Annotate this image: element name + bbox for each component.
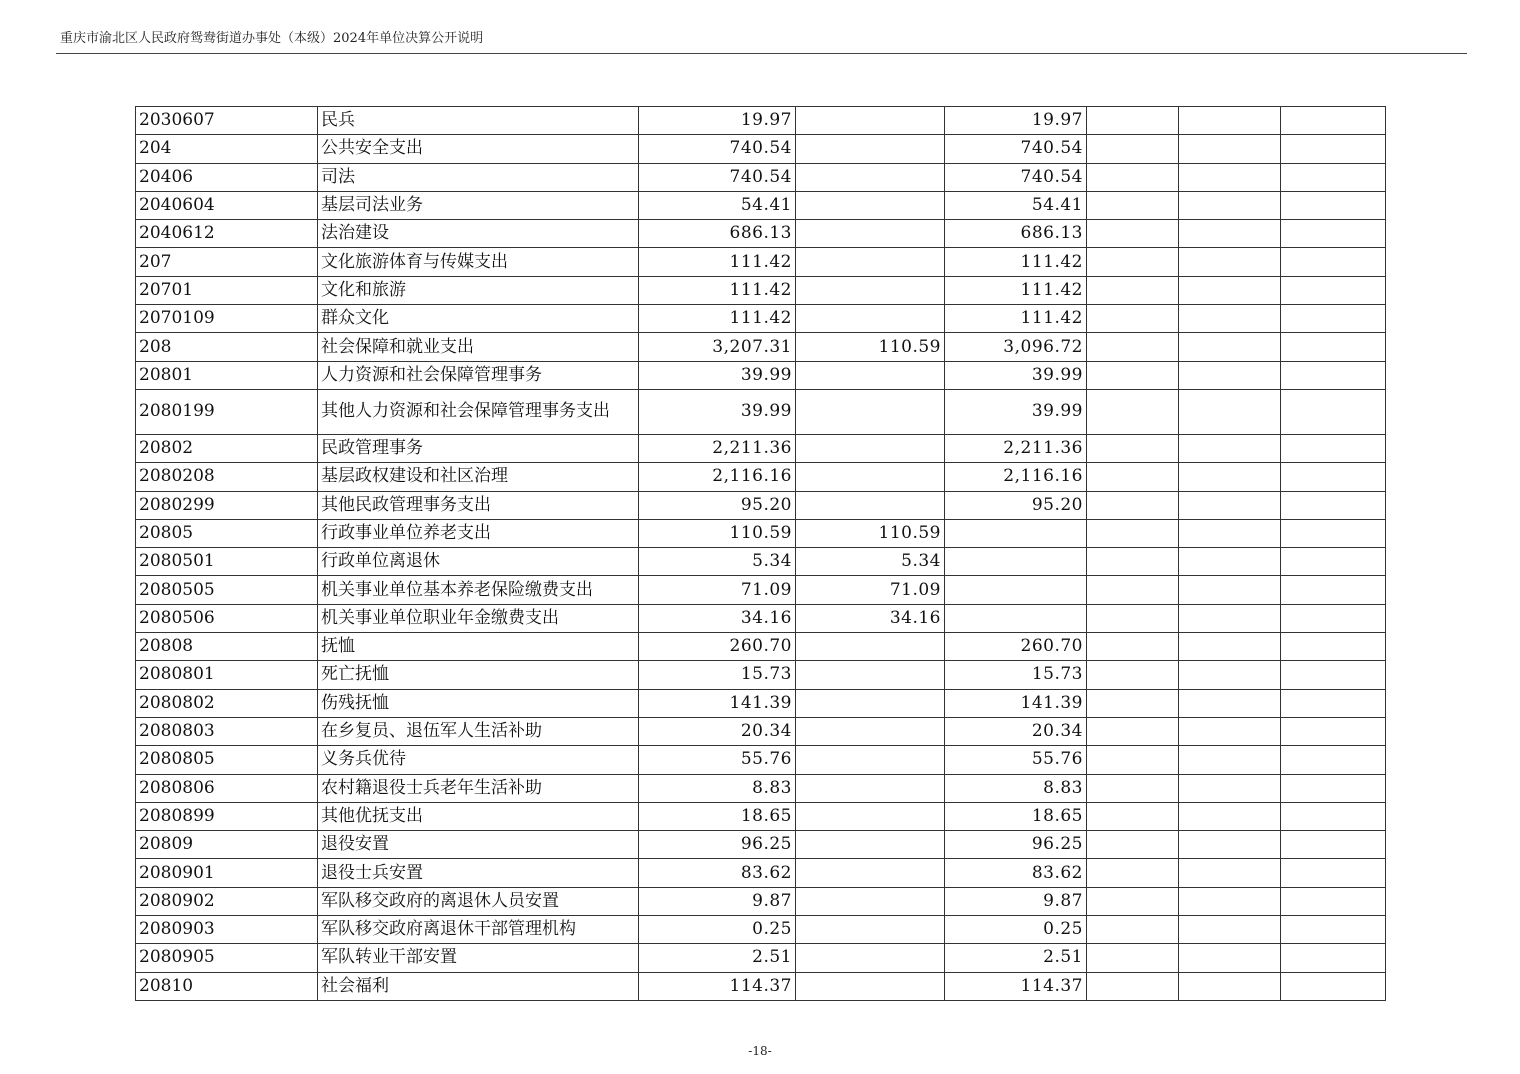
empty-cell — [1179, 333, 1281, 361]
project-expenditure-cell — [945, 519, 1087, 547]
empty-cell — [1179, 463, 1281, 491]
table-row — [136, 305, 1386, 333]
subject-name-cell: 人力资源和社会保障管理事务 — [318, 361, 639, 389]
basic-expenditure-cell — [796, 220, 945, 248]
total-expenditure-cell: 260.70 — [639, 633, 796, 661]
basic-expenditure-cell — [796, 746, 945, 774]
empty-cell — [1087, 944, 1179, 972]
empty-cell — [1281, 248, 1386, 276]
project-expenditure-cell: 0.25 — [945, 916, 1087, 944]
project-expenditure-cell: 740.54 — [945, 163, 1087, 191]
table-row — [136, 717, 1386, 745]
table-row — [136, 107, 1386, 135]
subject-code-cell: 2070109 — [136, 305, 318, 333]
total-expenditure-cell: 55.76 — [639, 746, 796, 774]
table-row — [136, 661, 1386, 689]
total-expenditure-cell: 111.42 — [639, 305, 796, 333]
empty-cell — [1087, 802, 1179, 830]
project-expenditure-cell: 95.20 — [945, 491, 1087, 519]
table-row — [136, 633, 1386, 661]
subject-code-cell: 2080506 — [136, 604, 318, 632]
subject-name-cell: 社会保障和就业支出 — [318, 333, 639, 361]
empty-cell — [1179, 717, 1281, 745]
basic-expenditure-cell — [796, 916, 945, 944]
empty-cell — [1087, 163, 1179, 191]
empty-cell — [1087, 191, 1179, 219]
subject-name-cell: 社会福利 — [318, 972, 639, 1000]
table-row — [136, 220, 1386, 248]
subject-code-cell: 2080901 — [136, 859, 318, 887]
total-expenditure-cell: 2,211.36 — [639, 434, 796, 462]
total-expenditure-cell: 686.13 — [639, 220, 796, 248]
empty-cell — [1087, 746, 1179, 774]
table-row — [136, 463, 1386, 491]
basic-expenditure-cell — [796, 491, 945, 519]
table-row — [136, 276, 1386, 304]
table-row — [136, 548, 1386, 576]
empty-cell — [1179, 548, 1281, 576]
total-expenditure-cell: 2.51 — [639, 944, 796, 972]
total-expenditure-cell: 18.65 — [639, 802, 796, 830]
basic-expenditure-cell — [796, 802, 945, 830]
empty-cell — [1281, 972, 1386, 1000]
project-expenditure-cell: 141.39 — [945, 689, 1087, 717]
total-expenditure-cell: 2,116.16 — [639, 463, 796, 491]
basic-expenditure-cell — [796, 248, 945, 276]
empty-cell — [1087, 463, 1179, 491]
project-expenditure-cell: 260.70 — [945, 633, 1087, 661]
total-expenditure-cell: 83.62 — [639, 859, 796, 887]
subject-code-cell: 2080801 — [136, 661, 318, 689]
empty-cell — [1281, 859, 1386, 887]
empty-cell — [1179, 220, 1281, 248]
total-expenditure-cell: 5.34 — [639, 548, 796, 576]
empty-cell — [1087, 107, 1179, 135]
subject-name-cell: 机关事业单位职业年金缴费支出 — [318, 604, 639, 632]
project-expenditure-cell: 55.76 — [945, 746, 1087, 774]
empty-cell — [1281, 887, 1386, 915]
empty-cell — [1179, 135, 1281, 163]
empty-cell — [1087, 717, 1179, 745]
subject-code-cell: 2080905 — [136, 944, 318, 972]
project-expenditure-cell: 111.42 — [945, 248, 1087, 276]
empty-cell — [1087, 491, 1179, 519]
subject-name-cell: 基层政权建设和社区治理 — [318, 463, 639, 491]
table-row — [136, 859, 1386, 887]
empty-cell — [1179, 576, 1281, 604]
table-row — [136, 163, 1386, 191]
empty-cell — [1281, 220, 1386, 248]
empty-cell — [1087, 434, 1179, 462]
empty-cell — [1087, 305, 1179, 333]
total-expenditure-cell: 111.42 — [639, 276, 796, 304]
subject-code-cell: 20701 — [136, 276, 318, 304]
subject-name-cell: 文化和旅游 — [318, 276, 639, 304]
empty-cell — [1087, 916, 1179, 944]
table-row — [136, 916, 1386, 944]
total-expenditure-cell: 39.99 — [639, 389, 796, 434]
subject-name-cell: 公共安全支出 — [318, 135, 639, 163]
subject-name-cell: 机关事业单位基本养老保险缴费支出 — [318, 576, 639, 604]
project-expenditure-cell: 39.99 — [945, 389, 1087, 434]
empty-cell — [1179, 248, 1281, 276]
subject-code-cell: 20810 — [136, 972, 318, 1000]
subject-code-cell: 208 — [136, 333, 318, 361]
total-expenditure-cell: 54.41 — [639, 191, 796, 219]
basic-expenditure-cell — [796, 135, 945, 163]
empty-cell — [1179, 491, 1281, 519]
empty-cell — [1179, 746, 1281, 774]
subject-code-cell: 20801 — [136, 361, 318, 389]
subject-code-cell: 207 — [136, 248, 318, 276]
project-expenditure-cell: 20.34 — [945, 717, 1087, 745]
table-row — [136, 519, 1386, 547]
empty-cell — [1179, 361, 1281, 389]
total-expenditure-cell: 740.54 — [639, 135, 796, 163]
subject-code-cell: 2080208 — [136, 463, 318, 491]
empty-cell — [1087, 135, 1179, 163]
subject-name-cell: 法治建设 — [318, 220, 639, 248]
empty-cell — [1087, 661, 1179, 689]
table-row — [136, 944, 1386, 972]
table-row — [136, 746, 1386, 774]
empty-cell — [1179, 163, 1281, 191]
project-expenditure-cell: 15.73 — [945, 661, 1087, 689]
basic-expenditure-cell — [796, 389, 945, 434]
total-expenditure-cell: 141.39 — [639, 689, 796, 717]
table-row — [136, 774, 1386, 802]
project-expenditure-cell — [945, 604, 1087, 632]
empty-cell — [1281, 333, 1386, 361]
subject-code-cell: 2080803 — [136, 717, 318, 745]
empty-cell — [1179, 916, 1281, 944]
project-expenditure-cell: 39.99 — [945, 361, 1087, 389]
empty-cell — [1087, 604, 1179, 632]
table-row — [136, 802, 1386, 830]
project-expenditure-cell: 18.65 — [945, 802, 1087, 830]
subject-name-cell: 农村籍退役士兵老年生活补助 — [318, 774, 639, 802]
basic-expenditure-cell — [796, 717, 945, 745]
subject-code-cell: 2080199 — [136, 389, 318, 434]
subject-code-cell: 20802 — [136, 434, 318, 462]
subject-code-cell: 20406 — [136, 163, 318, 191]
empty-cell — [1179, 305, 1281, 333]
table-row — [136, 333, 1386, 361]
table-row — [136, 887, 1386, 915]
empty-cell — [1281, 463, 1386, 491]
total-expenditure-cell: 8.83 — [639, 774, 796, 802]
empty-cell — [1179, 191, 1281, 219]
total-expenditure-cell: 740.54 — [639, 163, 796, 191]
total-expenditure-cell: 111.42 — [639, 248, 796, 276]
empty-cell — [1281, 916, 1386, 944]
basic-expenditure-cell — [796, 276, 945, 304]
empty-cell — [1281, 831, 1386, 859]
table-row — [136, 831, 1386, 859]
total-expenditure-cell: 114.37 — [639, 972, 796, 1000]
basic-expenditure-cell — [796, 972, 945, 1000]
subject-name-cell: 民政管理事务 — [318, 434, 639, 462]
subject-name-cell: 群众文化 — [318, 305, 639, 333]
subject-name-cell: 在乡复员、退伍军人生活补助 — [318, 717, 639, 745]
subject-name-cell: 军队移交政府的离退休人员安置 — [318, 887, 639, 915]
empty-cell — [1281, 774, 1386, 802]
empty-cell — [1281, 746, 1386, 774]
total-expenditure-cell: 0.25 — [639, 916, 796, 944]
empty-cell — [1179, 774, 1281, 802]
table-row — [136, 191, 1386, 219]
empty-cell — [1281, 305, 1386, 333]
project-expenditure-cell: 3,096.72 — [945, 333, 1087, 361]
basic-expenditure-cell — [796, 774, 945, 802]
empty-cell — [1087, 633, 1179, 661]
basic-expenditure-cell — [796, 859, 945, 887]
table-row — [136, 689, 1386, 717]
project-expenditure-cell: 96.25 — [945, 831, 1087, 859]
empty-cell — [1087, 831, 1179, 859]
subject-code-cell: 20808 — [136, 633, 318, 661]
empty-cell — [1281, 576, 1386, 604]
empty-cell — [1281, 491, 1386, 519]
empty-cell — [1281, 135, 1386, 163]
empty-cell — [1281, 717, 1386, 745]
subject-code-cell: 20809 — [136, 831, 318, 859]
empty-cell — [1281, 604, 1386, 632]
empty-cell — [1281, 434, 1386, 462]
subject-name-cell: 军队移交政府离退休干部管理机构 — [318, 916, 639, 944]
subject-code-cell: 2080903 — [136, 916, 318, 944]
empty-cell — [1179, 944, 1281, 972]
table-row — [136, 389, 1386, 434]
empty-cell — [1087, 972, 1179, 1000]
basic-expenditure-cell: 110.59 — [796, 333, 945, 361]
empty-cell — [1179, 434, 1281, 462]
basic-expenditure-cell: 71.09 — [796, 576, 945, 604]
basic-expenditure-cell — [796, 831, 945, 859]
total-expenditure-cell: 20.34 — [639, 717, 796, 745]
subject-name-cell: 退役士兵安置 — [318, 859, 639, 887]
subject-name-cell: 义务兵优待 — [318, 746, 639, 774]
project-expenditure-cell: 9.87 — [945, 887, 1087, 915]
empty-cell — [1087, 689, 1179, 717]
table-row — [136, 604, 1386, 632]
subject-name-cell: 死亡抚恤 — [318, 661, 639, 689]
total-expenditure-cell: 3,207.31 — [639, 333, 796, 361]
empty-cell — [1179, 887, 1281, 915]
basic-expenditure-cell: 34.16 — [796, 604, 945, 632]
empty-cell — [1281, 107, 1386, 135]
empty-cell — [1087, 333, 1179, 361]
subject-name-cell: 司法 — [318, 163, 639, 191]
subject-name-cell: 基层司法业务 — [318, 191, 639, 219]
basic-expenditure-cell — [796, 633, 945, 661]
table-row — [136, 361, 1386, 389]
empty-cell — [1281, 191, 1386, 219]
empty-cell — [1281, 276, 1386, 304]
page-number: -18- — [748, 1044, 772, 1058]
basic-expenditure-cell — [796, 689, 945, 717]
empty-cell — [1179, 831, 1281, 859]
table-row — [136, 576, 1386, 604]
empty-cell — [1179, 276, 1281, 304]
subject-name-cell: 其他优抚支出 — [318, 802, 639, 830]
empty-cell — [1281, 689, 1386, 717]
subject-name-cell: 行政单位离退休 — [318, 548, 639, 576]
empty-cell — [1087, 519, 1179, 547]
subject-code-cell: 2040612 — [136, 220, 318, 248]
subject-code-cell: 20805 — [136, 519, 318, 547]
basic-expenditure-cell — [796, 463, 945, 491]
project-expenditure-cell: 114.37 — [945, 972, 1087, 1000]
subject-code-cell: 204 — [136, 135, 318, 163]
subject-code-cell: 2080806 — [136, 774, 318, 802]
project-expenditure-cell: 19.97 — [945, 107, 1087, 135]
subject-name-cell: 行政事业单位养老支出 — [318, 519, 639, 547]
empty-cell — [1281, 389, 1386, 434]
project-expenditure-cell: 8.83 — [945, 774, 1087, 802]
total-expenditure-cell: 96.25 — [639, 831, 796, 859]
empty-cell — [1087, 248, 1179, 276]
subject-code-cell: 2030607 — [136, 107, 318, 135]
subject-name-cell: 军队转业干部安置 — [318, 944, 639, 972]
empty-cell — [1179, 389, 1281, 434]
basic-expenditure-cell — [796, 661, 945, 689]
subject-code-cell: 2080899 — [136, 802, 318, 830]
subject-name-cell: 民兵 — [318, 107, 639, 135]
basic-expenditure-cell — [796, 944, 945, 972]
table-body — [136, 107, 1386, 1001]
total-expenditure-cell: 71.09 — [639, 576, 796, 604]
total-expenditure-cell: 39.99 — [639, 361, 796, 389]
basic-expenditure-cell — [796, 887, 945, 915]
project-expenditure-cell: 83.62 — [945, 859, 1087, 887]
empty-cell — [1087, 774, 1179, 802]
empty-cell — [1087, 548, 1179, 576]
empty-cell — [1281, 802, 1386, 830]
project-expenditure-cell — [945, 576, 1087, 604]
project-expenditure-cell: 2.51 — [945, 944, 1087, 972]
subject-code-cell: 2080802 — [136, 689, 318, 717]
basic-expenditure-cell — [796, 107, 945, 135]
empty-cell — [1179, 859, 1281, 887]
empty-cell — [1179, 661, 1281, 689]
subject-name-cell: 其他民政管理事务支出 — [318, 491, 639, 519]
empty-cell — [1087, 361, 1179, 389]
empty-cell — [1281, 519, 1386, 547]
empty-cell — [1281, 361, 1386, 389]
empty-cell — [1087, 276, 1179, 304]
empty-cell — [1179, 689, 1281, 717]
project-expenditure-cell: 740.54 — [945, 135, 1087, 163]
basic-expenditure-cell: 110.59 — [796, 519, 945, 547]
empty-cell — [1087, 859, 1179, 887]
empty-cell — [1179, 972, 1281, 1000]
table-row — [136, 135, 1386, 163]
basic-expenditure-cell — [796, 191, 945, 219]
empty-cell — [1179, 107, 1281, 135]
total-expenditure-cell: 9.87 — [639, 887, 796, 915]
basic-expenditure-cell — [796, 434, 945, 462]
subject-code-cell: 2040604 — [136, 191, 318, 219]
total-expenditure-cell: 110.59 — [639, 519, 796, 547]
table-row — [136, 248, 1386, 276]
empty-cell — [1281, 548, 1386, 576]
subject-code-cell: 2080501 — [136, 548, 318, 576]
empty-cell — [1281, 163, 1386, 191]
budget-expenditure-table — [135, 106, 1386, 1001]
project-expenditure-cell: 111.42 — [945, 276, 1087, 304]
table-row — [136, 972, 1386, 1000]
project-expenditure-cell: 2,116.16 — [945, 463, 1087, 491]
subject-name-cell: 抚恤 — [318, 633, 639, 661]
empty-cell — [1281, 944, 1386, 972]
subject-code-cell: 2080902 — [136, 887, 318, 915]
empty-cell — [1281, 633, 1386, 661]
table-row — [136, 491, 1386, 519]
empty-cell — [1087, 576, 1179, 604]
empty-cell — [1179, 802, 1281, 830]
header-divider — [56, 53, 1467, 54]
total-expenditure-cell: 19.97 — [639, 107, 796, 135]
subject-name-cell: 退役安置 — [318, 831, 639, 859]
subject-name-cell: 文化旅游体育与传媒支出 — [318, 248, 639, 276]
subject-name-cell: 其他人力资源和社会保障管理事务支出 — [318, 389, 639, 434]
empty-cell — [1179, 604, 1281, 632]
basic-expenditure-cell: 5.34 — [796, 548, 945, 576]
subject-name-cell: 伤残抚恤 — [318, 689, 639, 717]
subject-code-cell: 2080299 — [136, 491, 318, 519]
empty-cell — [1087, 887, 1179, 915]
project-expenditure-cell: 686.13 — [945, 220, 1087, 248]
project-expenditure-cell — [945, 548, 1087, 576]
basic-expenditure-cell — [796, 163, 945, 191]
empty-cell — [1281, 661, 1386, 689]
empty-cell — [1179, 633, 1281, 661]
basic-expenditure-cell — [796, 361, 945, 389]
project-expenditure-cell: 54.41 — [945, 191, 1087, 219]
document-header-title: 重庆市渝北区人民政府鸳鸯街道办事处（本级）2024年单位决算公开说明 — [60, 31, 484, 46]
subject-code-cell: 2080805 — [136, 746, 318, 774]
basic-expenditure-cell — [796, 305, 945, 333]
total-expenditure-cell: 95.20 — [639, 491, 796, 519]
empty-cell — [1087, 389, 1179, 434]
subject-code-cell: 2080505 — [136, 576, 318, 604]
table-row — [136, 434, 1386, 462]
project-expenditure-cell: 111.42 — [945, 305, 1087, 333]
empty-cell — [1179, 519, 1281, 547]
empty-cell — [1087, 220, 1179, 248]
total-expenditure-cell: 15.73 — [639, 661, 796, 689]
project-expenditure-cell: 2,211.36 — [945, 434, 1087, 462]
total-expenditure-cell: 34.16 — [639, 604, 796, 632]
